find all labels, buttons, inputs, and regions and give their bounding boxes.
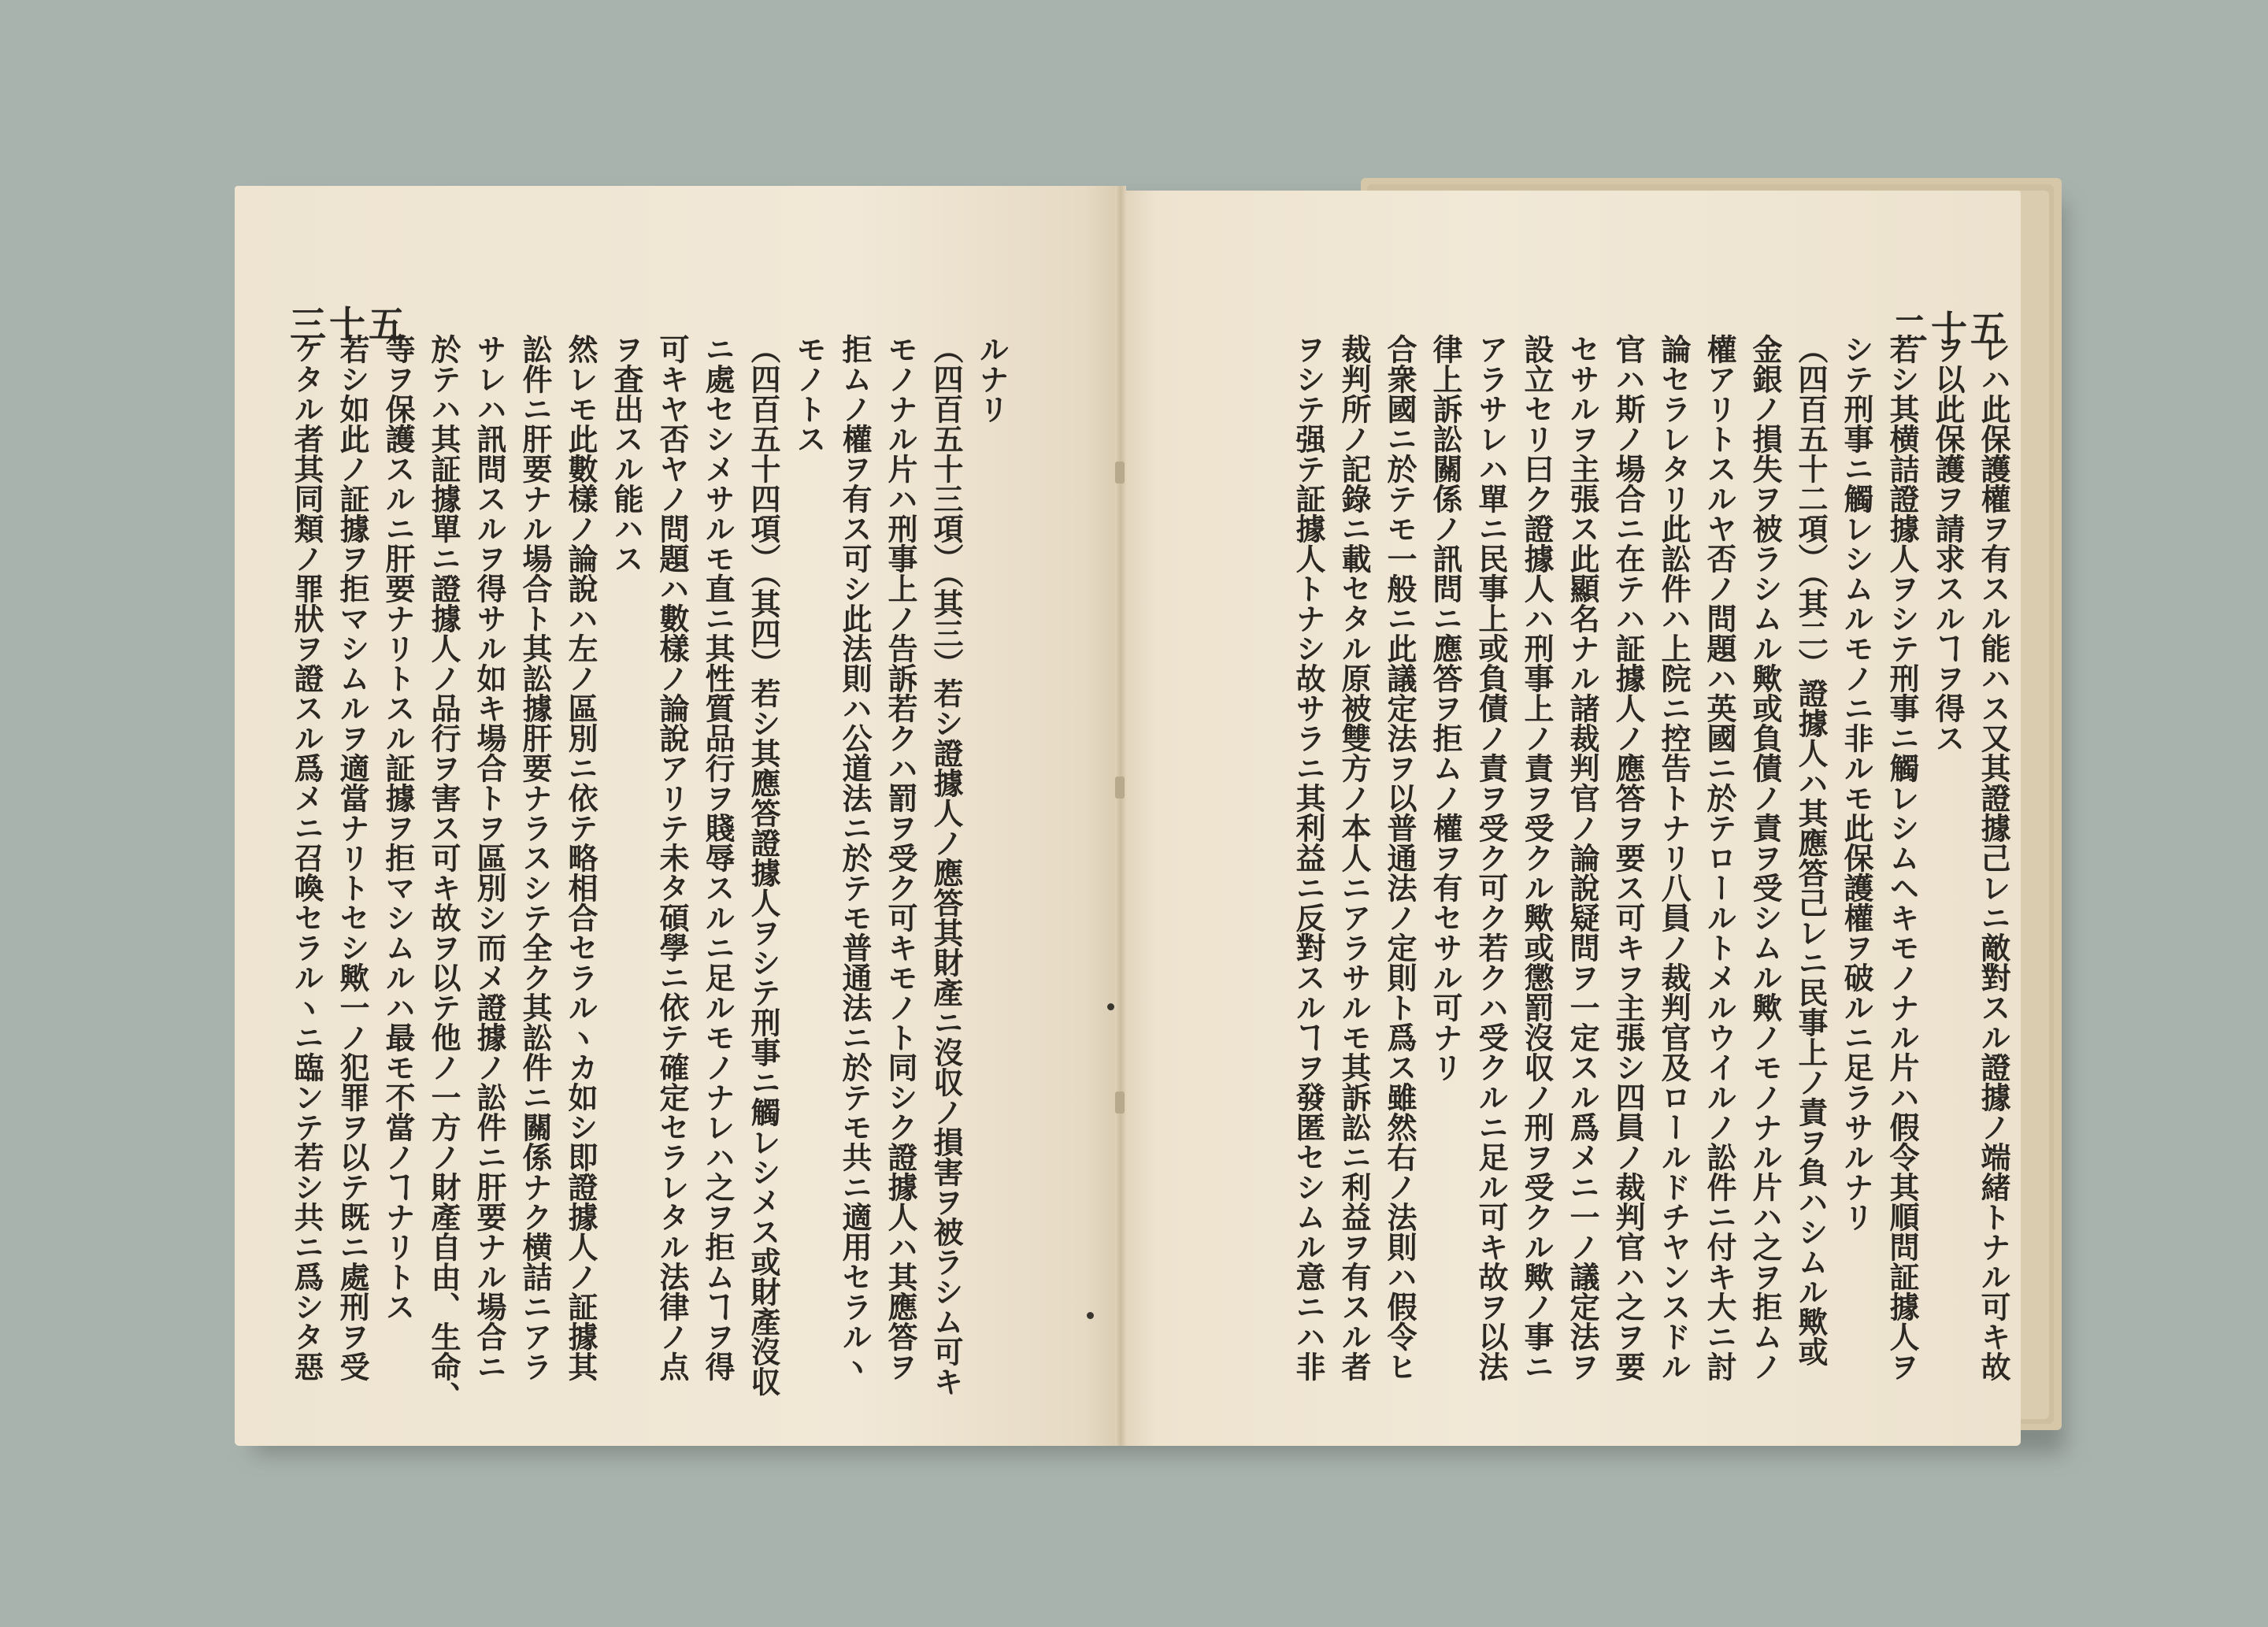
text-line: モノトス — [791, 334, 827, 454]
text-line: サレハ訊問スルヲ得サル如キ場合トヲ區別シ而メ證據ノ訟件ニ肝要ナル場合ニ — [472, 334, 507, 1381]
text-line: 合衆國ニ於テモ一般ニ此議定法ヲ以普通法ノ定則ト爲ス雖然右ノ法則ハ假令ヒ — [1382, 334, 1418, 1381]
text-line: ケタル者其同類ノ罪狀ヲ證スル爲メニ召喚セラルヽニ臨ンテ若シ共ニ爲シタ惡 — [289, 334, 324, 1381]
text-line: （四百五十二項）（其二）證據人ハ其應答己レニ民事上ノ責ヲ負ハシムル歟或 — [1793, 334, 1829, 1366]
text-line: 可キヤ否ヤノ問題ハ數樣ノ論說アリテ未タ碩學ニ依テ確定セラレタル法律ノ点 — [654, 334, 690, 1381]
text-line: （四百五十四項）（其四）若シ其應答證據人ヲシテ刑事ニ觸レシメス或財產沒収 — [746, 334, 781, 1396]
text-line: ニ處セシメサルモ直ニ其性質品行ヲ賤辱スルニ足ルモノナレハ之ヲ拒ムヿヲ得 — [700, 334, 736, 1381]
binding-hole — [1107, 1003, 1114, 1010]
text-line: シテ刑事ニ觸レシムルモノニ非ルモ此保護權ヲ破ルニ足ラサルナリ — [1839, 334, 1874, 1232]
text-line: 設立セリ曰ク證據人ハ刑事上ノ責ヲ受クル歟或懲罰沒収ノ刑ヲ受クル歟ノ事ニ — [1519, 334, 1555, 1381]
binding-stitch — [1115, 776, 1125, 799]
text-line: ルナリ — [974, 334, 1010, 424]
text-line: （四百五十三項）（其三）若シ證據人ノ應答其財產ニ沒収ノ損害ヲ被ラシム可キ — [928, 334, 964, 1396]
text-line: 權アリトスルヤ否ノ問題ハ英國ニ於テロールトメルウイルノ訟件ニ付キ大ニ討 — [1702, 334, 1737, 1381]
left-page-number: 三十五 — [290, 303, 408, 346]
book-gutter — [1115, 186, 1126, 1446]
text-line: 拒ムノ權ヲ有ス可シ此法則ハ公道法ニ於テモ普通法ニ於テモ共ニ適用セラルヽ — [837, 334, 873, 1381]
open-book — [235, 178, 2074, 1454]
text-line: 然レモ此數樣ノ論說ハ左ノ區別ニ依テ略相合セラルヽカ如シ即證據人ノ証據其 — [563, 334, 598, 1381]
text-line: 官ハ斯ノ場合ニ在テハ証據人ノ應答ヲ要ス可キヲ主張シ四員ノ裁判官ハ之ヲ要 — [1610, 334, 1646, 1381]
text-line: 若シ如此ノ証據ヲ拒マシムルヲ適當ナリトセシ歟一ノ犯罪ヲ以テ既ニ處刑ヲ受 — [335, 334, 370, 1381]
text-line: 律上訴訟關係ノ訊問ニ應答ヲ拒ムノ權ヲ有セサル可ナリ — [1428, 334, 1463, 1082]
left-page-text — [289, 334, 1014, 1411]
text-line: 等ヲ保護スルニ肝要ナリトスル証據ヲ拒マシムルハ最モ不當ノヿナリトス — [380, 334, 416, 1321]
binding-stitch — [1115, 461, 1125, 484]
text-line: モノナル片ハ刑事上ノ告訴若クハ罰ヲ受ク可キモノト同シク證據人ハ其應答ヲ — [883, 334, 918, 1381]
text-line: 裁判所ノ記錄ニ載セタル原被雙方ノ本人ニアラサルモ其訴訟ニ利益ヲ有スル者 — [1336, 334, 1372, 1381]
text-line: レハ此保護權ヲ有スル能ハス又其證據己レニ敵對スル證據ノ端緒トナル可キ故 — [1976, 334, 2011, 1381]
text-line: 於テハ其証據單ニ證據人ノ品行ヲ害ス可キ故ヲ以テ他ノ一方ノ財產自由、生命、 — [426, 334, 461, 1411]
binding-hole — [1087, 1312, 1094, 1319]
text-line: ヲ以此保護ヲ請求スルヿヲ得ス — [1930, 334, 1966, 753]
text-line: ヲシテ强テ証據人トナシ故サラニ其利益ニ反對スルヿヲ發匿セシムル意ニハ非 — [1291, 334, 1326, 1381]
text-line: アラサレハ單ニ民事上或負債ノ責ヲ受ク可ク若クハ受クルニ足ル可キ故ヲ以法 — [1473, 334, 1509, 1381]
binding-stitch — [1115, 1091, 1125, 1114]
text-line: ヲ査出スル能ハス — [609, 334, 644, 573]
text-line: セサルヲ主張ス此顯名ナル諸裁判官ノ論說疑問ヲ一定スル爲メニ一ノ議定法ヲ — [1565, 334, 1600, 1381]
right-page-number: 二十五 — [1892, 308, 2010, 350]
text-line: 訟件ニ肝要ナル場合ト其訟據肝要ナラスシテ全ク其訟件ニ關係ナク横詰ニアラ — [517, 334, 553, 1381]
right-page-text — [1197, 334, 2016, 1381]
text-line: 論セラレタリ此訟件ハ上院ニ控告トナリ八員ノ裁判官及ロールドチヤンスドル — [1656, 334, 1692, 1381]
text-line: 若シ其横詰證據人ヲシテ刑事ニ觸レシムヘキモノナル片ハ假令其順問証據人ヲ — [1884, 334, 1920, 1381]
text-line: 金銀ノ損失ヲ被ラシムル歟或負債ノ責ヲ受シムル歟ノモノナル片ハ之ヲ拒ムノ — [1747, 334, 1783, 1381]
